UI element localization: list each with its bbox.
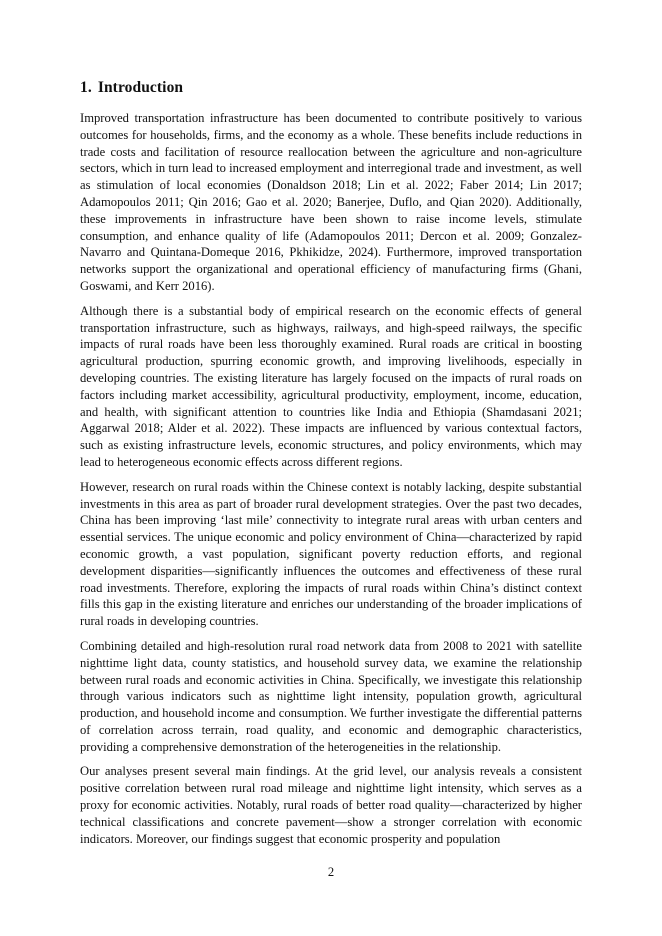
section-number: 1. [80,79,92,96]
section-title: Introduction [97,79,184,96]
paragraph: Combining detailed and high-resolution rural road network data from 2008 to 2021 with satellite nighttime light data, county statistics, and household survey data, we examine the relationship between rural roads and economic activities in China. Specifically, we investigate this relationship through various indicators such as nighttime light intensity, population growth, agricultural production, and household income and consumption. We further investigate the differential patterns of correlation across terrain, road quality, and economic and demographic characteristics, providing a comprehensive demonstration of the heterogeneities in the relationship. [80,638,582,754]
paragraph: Our analyses present several main findings. At the grid level, our analysis reveals a consistent positive correlation between rural road mileage and nighttime light intensity, which serves as a proxy for economic activities. Notably, rural roads of better road quality—characterized by higher technical classifications and concrete pavement—show a stronger correlation with economic indicators. Moreover, our findings suggest that economic prosperity and population [80,764,582,846]
page-number: 2 [327,865,335,879]
section-heading [80,78,582,98]
paragraph: However, research on rural roads within the Chinese context is notably lacking, despite substantial investments in this area as part of broader rural development strategies. Over the past two decades, China has been improving ‘last mile’ connectivity to integrate rural areas with urban centers and essential services. The unique economic and policy environment of China—characterized by rapid economic growth, a vast population, significant poverty reduction efforts, and regional development disparities—significantly influences the outcomes and effectiveness of these rural road investments. Therefore, exploring the impacts of rural roads within China’s distinct context fills this gap in the existing literature and enriches our understanding of the broader implications of rural roads in developing countries. [80,479,582,629]
paragraph: Improved transportation infrastructure has been documented to contribute positively to various outcomes for households, firms, and the economy as a whole. These benefits include reductions in trade costs and facilitation of resource reallocation between the agriculture and non-agriculture sectors, which in turn lead to increased employment and interregional trade and investment, as well as stimulation of local economies (Donaldson 2018; Lin et al. 2022; Faber 2014; Lin 2017; Adamopoulos 2011; Qin 2016; Gao et al. 2020; Banerjee, Duflo, and Qian 2020). Additionally, these improvements in infrastructure have been shown to raise income levels, stimulate consumption, and enhance quality of life (Adamopoulos 2011; Dercon et al. 2009; Gonzalez-Navarro and Quintana-Domeque 2016, Pkhikidze, 2024). Furthermore, improved transportation networks support the organizational and operational efficiency of manufacturing firms (Ghani, Goswami, and Kerr 2016). [80,111,582,293]
paragraph: Although there is a substantial body of empirical research on the economic effects of general transportation infrastructure, such as highways, railways, and high-speed railways, the specific impacts of rural roads have been less thoroughly examined. Rural roads are critical in boosting agricultural production, spurring economic growth, and improving livelihoods, especially in developing countries. The existing literature has largely focused on the impacts of rural roads on factors including market accessibility, agricultural productivity, employment, income, education, and health, with significant attention to countries like India and Ethiopia (Shamdasani 2021; Aggarwal 2018; Alder et al. 2022). These impacts are influenced by various contextual factors, such as existing infrastructure levels, economic structures, and policy environments, which may lead to heterogeneous economic effects across different regions. [80,303,582,469]
page-body [80,78,582,855]
